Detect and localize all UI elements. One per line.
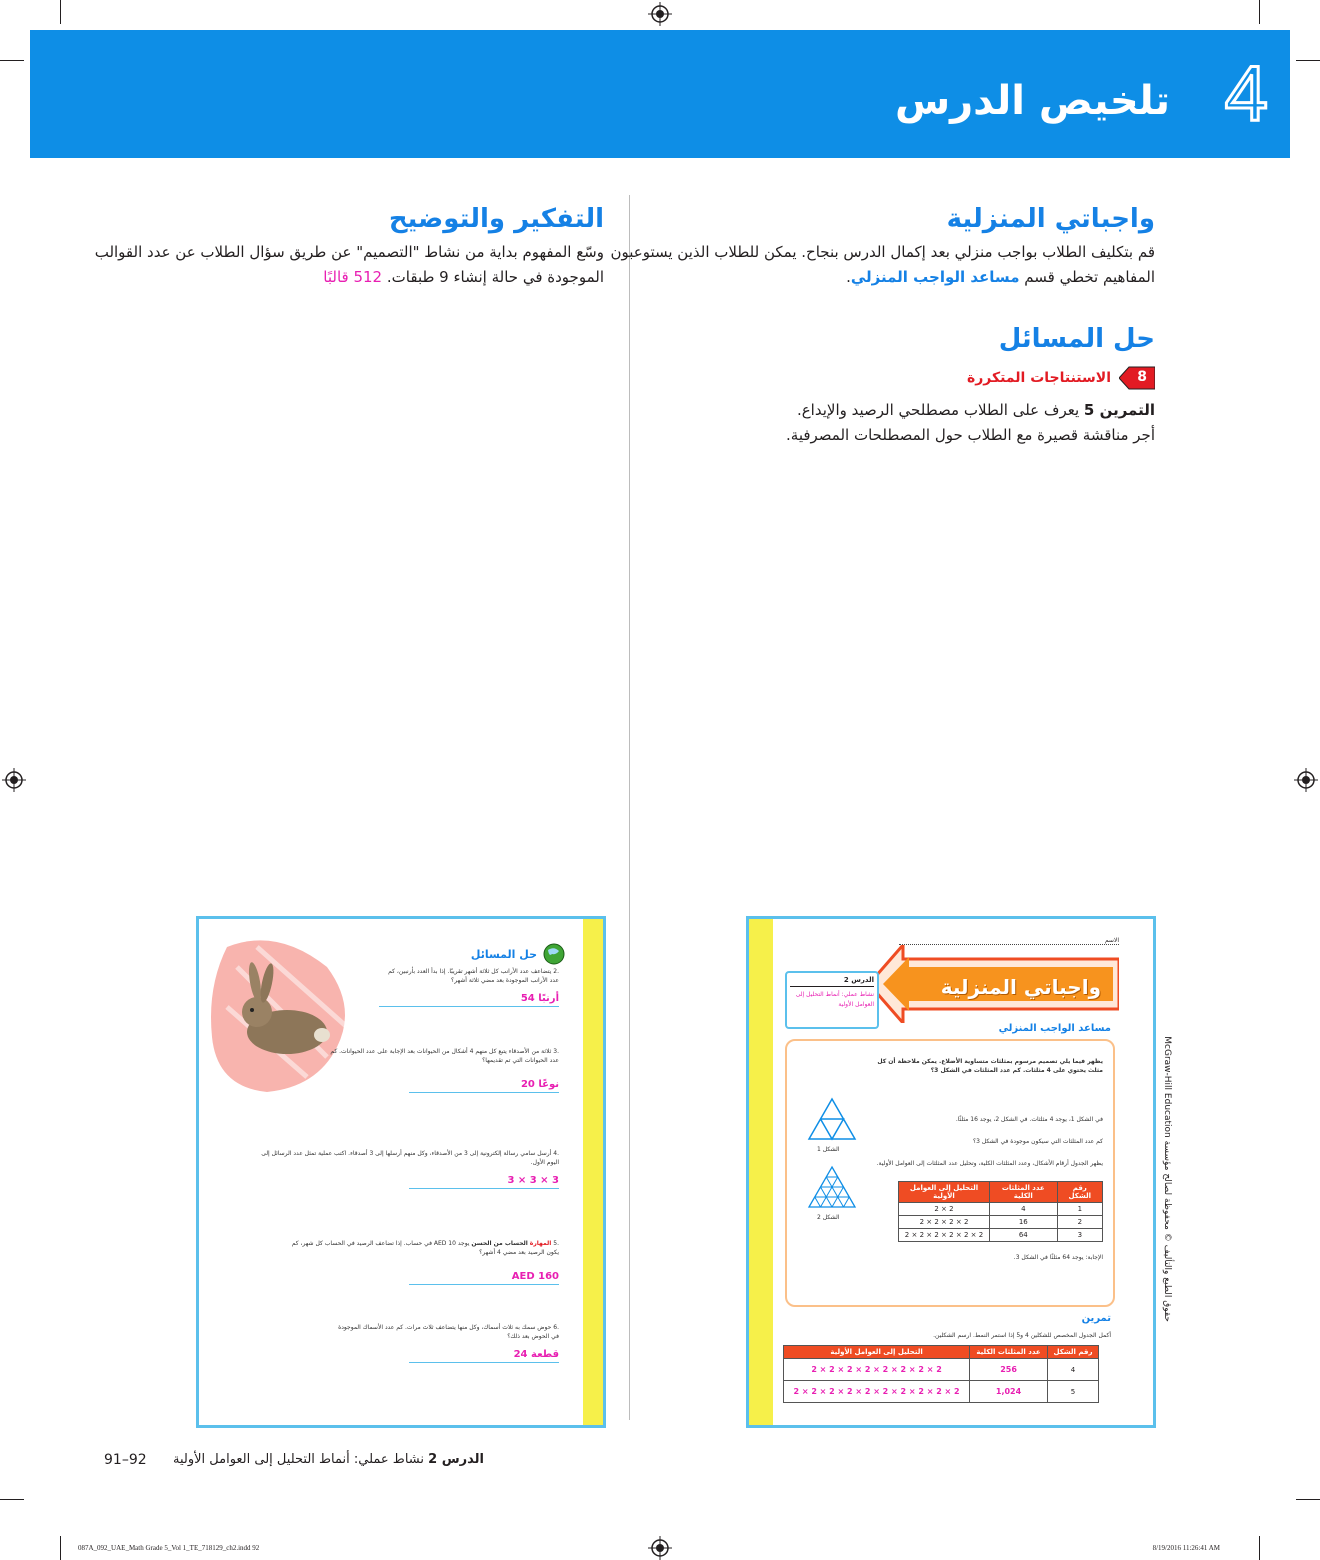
student-page-thumbnail-problems xyxy=(196,916,606,1428)
item-number: .6 xyxy=(553,1324,559,1331)
footer-lesson-number: الدرس 2 xyxy=(428,1452,484,1467)
table-cell: 1 xyxy=(1057,1203,1102,1216)
item-number: .3 xyxy=(553,1048,559,1055)
registration-mark-icon xyxy=(648,1536,672,1560)
exercise-ref: التمرين 5 xyxy=(1083,401,1155,419)
table-cell: 2 × 2 × 2 × 2 × 2 × 2 × 2 × 2 × 2 × 2 xyxy=(784,1381,970,1403)
practice-title: تمرين xyxy=(1081,1313,1111,1324)
student-page-thumbnail-homework xyxy=(746,916,1156,1428)
item-answer: AED 160 xyxy=(511,1271,559,1282)
answer-line xyxy=(409,1284,559,1285)
problem-solving-heading: حل المسائل xyxy=(998,324,1155,354)
registration-mark-icon xyxy=(648,2,672,26)
shape-note-2: كم عدد المثلثات التي سيكون موجودة في الشكل 3؟ xyxy=(972,1138,1103,1145)
helper-text: يظهر فيما يلي تصميم مرسوم بمثلثات متساوية الأضلاع. يمكن ملاحظة أن كل مثلث يحتوي على 4 مثلثات. كم عدد المثلثات في الشكل 3؟ xyxy=(877,1058,1103,1074)
item-answer: 3 × 3 × 3 xyxy=(507,1175,559,1186)
problem-line-1-text: يعرف على الطلاب مصطلحي الرصيد والإيداع. xyxy=(796,401,1080,419)
shape-note-1: في الشكل 1، يوجد 4 مثلثات. في الشكل 2، يوجد 16 مثلثًا. xyxy=(955,1116,1103,1123)
column-divider xyxy=(629,195,630,1420)
shape-1-label: الشكل 1 xyxy=(817,1146,840,1153)
name-label: الاسم xyxy=(899,937,1119,945)
globe-icon xyxy=(543,943,565,965)
homework-helper-link: مساعد الواجب المنزلي xyxy=(850,268,1020,286)
problem-item-3 xyxy=(329,1047,559,1093)
thinking-answer: 512 قالبًا xyxy=(323,268,383,286)
chapter-number: 4 xyxy=(1224,49,1268,137)
crop-mark xyxy=(1296,60,1320,61)
table-cell: 2 × 2 × 2 × 2 × 2 × 2 xyxy=(899,1229,990,1242)
answer-line xyxy=(409,1362,559,1363)
lesson-label: الدرس 2 xyxy=(790,976,874,987)
table-row xyxy=(899,1229,1103,1242)
crop-mark xyxy=(60,1536,61,1560)
homework-line-1: قم بتكليف الطلاب بواجب منزلي بعد إكمال الدرس بنجاح. يمكن للطلاب الذين يستوعبون xyxy=(610,243,1155,261)
item-number: .4 xyxy=(553,1150,559,1157)
copyright-vertical: حقوق الطبع والتأليف © محفوظة لصالح مؤسسة McGraw-Hill Education xyxy=(1162,1036,1172,1322)
table-header: التحليل إلى العوامل الأولية xyxy=(784,1346,970,1359)
footer-lesson-title: نشاط عملي: أنماط التحليل إلى العوامل الأولية xyxy=(172,1452,425,1467)
shape-note-3: يظهر الجدول أرقام الأشكال، وعدد المثلثات الكلية، وتحليل عدد المثلثات إلى العوامل الأولية. xyxy=(876,1160,1103,1167)
crop-mark xyxy=(0,60,24,61)
lesson-description: نشاط عملي: أنماط التحليل إلى العوامل الأولية xyxy=(795,991,874,1008)
registration-mark-icon xyxy=(2,768,26,792)
thinking-line-2 xyxy=(134,265,604,290)
table-cell: 64 xyxy=(990,1229,1058,1242)
table-header: التحليل إلى العوامل الأولية xyxy=(899,1182,990,1203)
item-text: حوض سمك به ثلاث أسماك، وكل منها يتضاعف ثلاث مرات. كم عدد الأسماك الموجودة في الحوض بعد ذلك؟ xyxy=(338,1324,559,1340)
homework-line-2-text: المفاهيم تخطي قسم xyxy=(1024,268,1155,286)
homework-line-2 xyxy=(655,265,1155,290)
crop-mark xyxy=(1296,1499,1320,1500)
item-answer: 54 أرنبًا xyxy=(520,993,559,1004)
item-text: ثلاثة من الأصدقاء يتبع كل منهم 4 أشكال من الحيوانات بعد الإجابة على عدد الحيوانات. كم عدد الحيوانات التي تم تقديمها؟ xyxy=(330,1048,559,1064)
thinking-line-2-text: الموجودة في حالة إنشاء 9 طبقات. xyxy=(386,268,604,286)
table-header: عدد المثلثات الكلية xyxy=(970,1346,1048,1359)
item-text: يتضاعف عدد الأرانب كل ثلاثة أشهر تقريبًا. إذا بدأ العدد بأرنبين، كم عدد الأرانب الموجودة بعد مضي ثلاثة أشهر؟ xyxy=(388,968,559,984)
table-cell: 2 × 2 xyxy=(899,1203,990,1216)
item-text: أرسل سامي رسالة إلكترونية إلى 3 من الأصدقاء، وكل منهم أرسلها إلى 3 أصدقاء. اكتب عملية تمثل عدد الرسائل إلى اليوم الأول. xyxy=(261,1150,559,1166)
table-row xyxy=(784,1381,1099,1403)
answer-line xyxy=(409,1092,559,1093)
table-cell: 4 xyxy=(990,1203,1058,1216)
crop-mark xyxy=(0,1499,24,1500)
problem-item-6 xyxy=(329,1323,559,1363)
helper-title: مساعد الواجب المنزلي xyxy=(998,1023,1111,1034)
problem-item-5 xyxy=(279,1239,559,1285)
table-cell: 2 × 2 × 2 × 2 × 2 × 2 × 2 × 2 xyxy=(784,1359,970,1381)
file-slug: 087A_092_UAE_Math Grade 5_Vol 1_TE_718129_ch2.indd 92 xyxy=(78,1544,260,1552)
table-row xyxy=(899,1216,1103,1229)
practice-question: أكمل الجدول المخصص للشكلين 4 و5 إذا استمر النمط. ارسم الشكلين. xyxy=(933,1332,1111,1339)
answer-line xyxy=(379,1006,559,1007)
crop-mark xyxy=(1259,0,1260,24)
problem-line-2: أجر مناقشة قصيرة مع الطلاب حول المصطلحات المصرفية. xyxy=(786,426,1155,444)
table-row xyxy=(899,1203,1103,1216)
item-text: يوجد AED 10 في حساب. إذا تضاعف الرصيد في الحساب كل شهر، كم يكون الرصيد بعد مضي 4 أشهر؟ xyxy=(291,1240,559,1256)
strategy-label: الاستنتاجات المتكررة xyxy=(966,370,1111,386)
item-answer: 24 قطعة xyxy=(513,1349,559,1360)
problem-item-2 xyxy=(379,967,559,1007)
item-number: .5 xyxy=(553,1240,559,1247)
homework-heading: واجباتي المنزلية xyxy=(946,204,1155,234)
item-tag: المهارة xyxy=(529,1240,552,1247)
table-row xyxy=(784,1359,1099,1381)
item-bold: الحساب من الحسن xyxy=(471,1240,528,1247)
shape-2-label: الشكل 2 xyxy=(817,1214,840,1221)
thumb-section-header xyxy=(471,943,565,965)
crop-mark xyxy=(1259,1536,1260,1560)
table-cell: 2 xyxy=(1057,1216,1102,1229)
thinking-heading: التفكير والتوضيح xyxy=(388,204,604,234)
table-cell: 3 xyxy=(1057,1229,1102,1242)
table-header: رقم الشكل xyxy=(1057,1182,1102,1203)
table-cell: 256 xyxy=(970,1359,1048,1381)
strategy-tag xyxy=(967,366,1155,390)
crop-mark xyxy=(60,0,61,24)
homework-period: . xyxy=(846,268,851,286)
timestamp-slug: 8/19/2016 11:26:41 AM xyxy=(1152,1544,1220,1552)
table-cell: 1,024 xyxy=(970,1381,1048,1403)
homework-text xyxy=(610,240,1155,290)
page-edge-strip xyxy=(749,919,773,1425)
copyright-vertical-wrap xyxy=(1158,1022,1176,1322)
thumb-section-title: حل المسائل xyxy=(470,947,537,961)
footer-lesson xyxy=(173,1452,484,1467)
thinking-line-1: وسّع المفهوم بداية من نشاط "التصميم" عن طريق سؤال الطلاب عن عدد القوالب xyxy=(94,243,604,261)
page-edge-strip xyxy=(583,919,603,1425)
table-cell: 4 xyxy=(1047,1359,1098,1381)
answer-note: الإجابة: يوجد 64 مثلثًا في الشكل 3. xyxy=(1013,1254,1103,1261)
registration-mark-icon xyxy=(1294,768,1318,792)
problem-solving-text xyxy=(655,398,1155,448)
triangle-figure-1-icon xyxy=(807,1097,857,1141)
problem-line-1 xyxy=(655,398,1155,423)
chapter-banner xyxy=(30,30,1290,158)
triangle-figure-2-icon xyxy=(807,1165,857,1209)
strategy-number: 8 xyxy=(1137,369,1147,385)
practice-table xyxy=(783,1345,1099,1403)
table-cell: 2 × 2 × 2 × 2 xyxy=(899,1216,990,1229)
table-header: عدد المثلثات الكلية xyxy=(990,1182,1058,1203)
helper-box xyxy=(785,1039,1115,1307)
thinking-text xyxy=(94,240,604,290)
item-number: .2 xyxy=(553,968,559,975)
problem-item-4 xyxy=(259,1149,559,1189)
answer-line xyxy=(409,1188,559,1189)
lesson-box xyxy=(785,971,879,1029)
chapter-title: تلخيص الدرس xyxy=(894,78,1170,124)
table-cell: 5 xyxy=(1047,1381,1098,1403)
example-table xyxy=(898,1181,1103,1242)
item-answer: 20 نوعًا xyxy=(520,1079,559,1090)
homework-banner-title: واجباتي المنزلية xyxy=(940,975,1101,999)
table-cell: 16 xyxy=(990,1216,1058,1229)
table-header: رقم الشكل xyxy=(1047,1346,1098,1359)
page-numbers: 91–92 xyxy=(104,1452,147,1468)
